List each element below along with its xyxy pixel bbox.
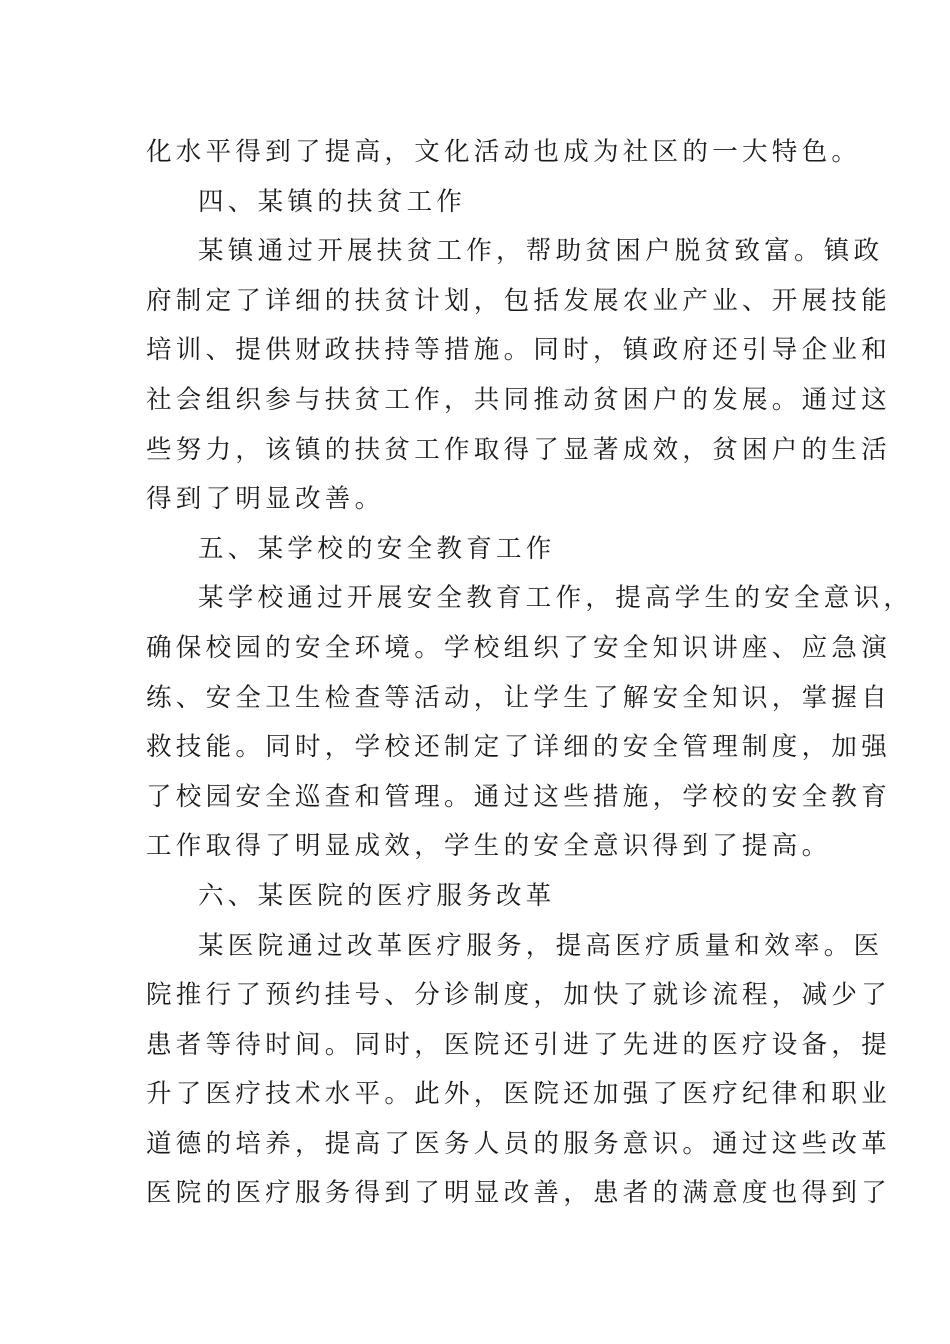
text-line: 了校园安全巡查和管理。通过这些措施，学校的安全教育: [146, 781, 892, 812]
text-line: 升了医疗技术水平。此外，医院还加强了医疗纪律和职业: [146, 1079, 892, 1110]
text-line: 患者等待时间。同时，医院还引进了先进的医疗设备，提: [146, 1029, 892, 1060]
document-body: [146, 128, 914, 1219]
text-line: 些努力，该镇的扶贫工作取得了显著成效，贫困户的生活: [146, 434, 892, 465]
text-line: 救技能。同时，学校还制定了详细的安全管理制度，加强: [146, 732, 892, 763]
text-line: 某镇通过开展扶贫工作，帮助贫困户脱贫致富。镇政: [198, 236, 884, 267]
text-line: 得到了明显改善。: [146, 484, 385, 515]
text-line: 某医院通过改革医疗服务，提高医疗质量和效率。医: [198, 930, 884, 961]
text-line: 工作取得了明显成效，学生的安全意识得到了提高。: [146, 831, 832, 862]
text-line: 化水平得到了提高，文化活动也成为社区的一大特色。: [146, 137, 862, 167]
text-line: 确保校园的安全环境。学校组织了安全知识讲座、应急演: [146, 632, 892, 663]
section-heading-4: 四、某镇的扶贫工作: [198, 186, 467, 217]
text-line: 道德的培养，提高了医务人员的服务意识。通过这些改革: [146, 1128, 892, 1159]
text-line: 社会组织参与扶贫工作，共同推动贫困户的发展。通过这: [146, 384, 892, 415]
section-heading-5: 五、某学校的安全教育工作: [198, 533, 556, 564]
text-line: 院推行了预约挂号、分诊制度，加快了就诊流程，减少了: [146, 980, 892, 1011]
text-line: 府制定了详细的扶贫计划，包括发展农业产业、开展技能: [146, 285, 892, 316]
text-line: 医院的医疗服务得到了明显改善，患者的满意度也得到了: [146, 1178, 892, 1209]
text-line: 练、安全卫生检查等活动，让学生了解安全知识，掌握自: [146, 682, 892, 713]
text-line: 某学校通过开展安全教育工作，提高学生的安全意识，: [198, 583, 914, 614]
section-heading-6: 六、某医院的医疗服务改革: [198, 880, 556, 911]
text-line: 培训、提供财政扶持等措施。同时，镇政府还引导企业和: [146, 335, 892, 366]
